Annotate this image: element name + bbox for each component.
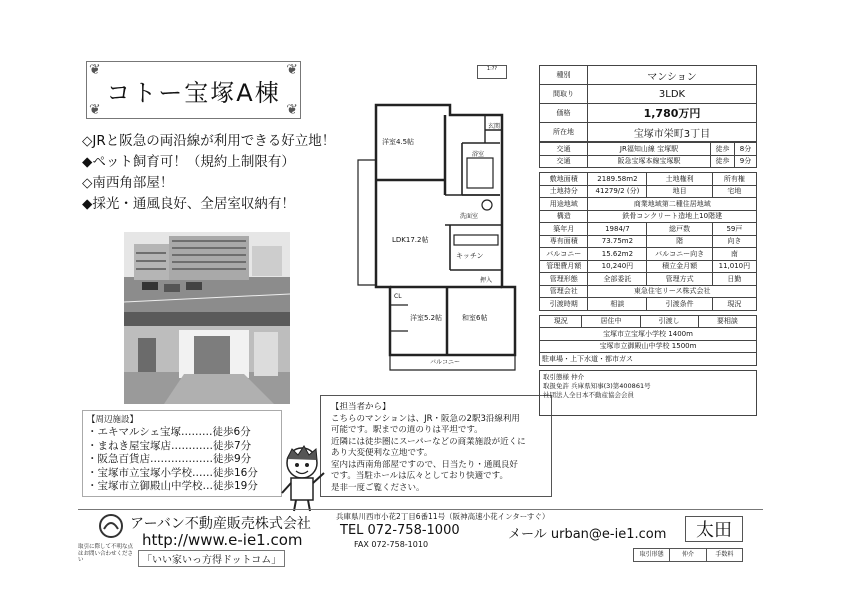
comment-line: 近隣には徒歩圏にスーパーなどの商業施設が近くに (331, 436, 526, 447)
spec-key: バルコニー (540, 248, 588, 261)
comment-line: 是非一度ご覧ください。 (331, 482, 425, 493)
spec-value: 鉄骨コンクリート造地上10階建 (588, 210, 757, 223)
transport-walk: 徒歩 (711, 155, 735, 168)
spec-value: 2189.58m2 (588, 173, 647, 186)
company-name: アーバン不動産販売株式会社 (130, 516, 311, 532)
spec-value: マンション (588, 66, 757, 85)
transport-line: 阪急宝塚本線宝塚駅 (588, 155, 711, 168)
room-label-ldk: LDK17.2帖 (392, 236, 429, 244)
spec-key: 土地権利 (647, 173, 712, 186)
table-row (540, 173, 757, 186)
table-row (540, 260, 757, 273)
table-row (540, 198, 757, 211)
company-fax: FAX 072-758-1010 (354, 540, 429, 549)
floor-plan (350, 55, 522, 385)
room-label-storage: 押入 (480, 277, 493, 284)
spec-value: 東急住宅リース株式会社 (588, 285, 757, 298)
ornament-icon: ❦ (286, 62, 298, 78)
mascot-icon (276, 443, 328, 513)
transport-walk: 徒歩 (711, 143, 735, 156)
table-row (540, 235, 757, 248)
footer (78, 509, 763, 566)
spec-panel (539, 65, 757, 416)
feature-item: ◆採光・通風良好、全居室収納有！ (82, 196, 295, 212)
remark-line: 取扱免許 兵庫県知事(3)第400861号 (543, 381, 651, 390)
transport-min: 9分 (735, 155, 757, 168)
spec-value: 全部委託 (588, 273, 647, 286)
feature-list (82, 131, 350, 215)
spec-key: 築年月 (540, 223, 588, 236)
table-row (540, 328, 757, 341)
spec-key: 管理方式 (647, 273, 712, 286)
exterior-photo (124, 232, 290, 312)
table-row (540, 104, 757, 123)
status-key: 現況 (540, 315, 582, 328)
ornament-icon: ❦ (286, 102, 298, 118)
spec-value: 商業地域第二種住居地域 (588, 198, 757, 211)
spec-value: 15.62m2 (588, 248, 647, 261)
footer-small-note: 取引に際して不明な点はお問い合わせください (78, 544, 134, 563)
ornament-icon: ❦ (89, 62, 101, 78)
spec-key: 敷地面積 (540, 173, 588, 186)
table-row (540, 285, 757, 298)
spec-key: 管理費月額 (540, 260, 588, 273)
spec-key: 地目 (647, 185, 712, 198)
spec-value: 41279/2 (分) (588, 185, 647, 198)
spec-key: 階 (647, 235, 712, 248)
feature-item: ◇南西角部屋！ (82, 175, 174, 191)
ornament-icon: ❦ (89, 102, 101, 118)
comment-line: です。当駐ホールは広々としており快適です。 (331, 471, 508, 481)
summary-table (539, 65, 757, 142)
tx-cell: 仲介 (670, 549, 706, 561)
nearby-item: ・阪急百貨店………………徒歩9分 (87, 453, 252, 465)
property-flyer (78, 55, 763, 566)
table-row (540, 123, 757, 142)
company-mail[interactable]: メール urban@e-ie1.com (508, 527, 667, 542)
table-row (540, 340, 757, 353)
comment-line: 【担当者から】 (331, 402, 391, 412)
company-logo-icon (98, 513, 124, 539)
company-address: 兵庫県川西市小花2丁目6番11号（阪神高速小花インターすぐ） (336, 512, 550, 521)
nearby-item: ・まねき屋宝塚店…………徒歩7分 (87, 439, 252, 452)
tx-cell: 手数料 (715, 551, 734, 558)
spec-value: 73.75m2 (588, 235, 647, 248)
table-row (540, 155, 757, 168)
spec-key: 間取り (540, 85, 588, 104)
room-label-wash: 洗面室 (460, 213, 479, 220)
facility-note: 駐車場・上下水道・都市ガス (540, 353, 757, 366)
transport-line: JR福知山線 宝塚駅 (588, 143, 711, 156)
spec-value: 11,010円 (712, 260, 756, 273)
comment-line: あり大変便利な立地です。 (331, 448, 433, 458)
spec-value: 現況 (712, 298, 756, 311)
spec-value: 59戸 (712, 223, 756, 236)
spec-key: 交通 (540, 155, 588, 168)
price-value: 1,780万円 (588, 104, 757, 123)
transport-min: 8分 (735, 143, 757, 156)
spec-key: 種別 (540, 66, 588, 85)
spec-value: 向き (712, 235, 756, 248)
spec-key: 土地持分 (540, 185, 588, 198)
status-value: 居住中 (582, 315, 640, 328)
table-row (540, 248, 757, 261)
company-tel[interactable]: TEL 072-758-1000 (340, 523, 460, 538)
school-item: 宝塚市立宝塚小学校 1400m (540, 328, 757, 341)
spec-key: 積立金月額 (647, 260, 712, 273)
spec-key: 引渡時期 (540, 298, 588, 311)
room-label-kitchen: キッチン (456, 252, 484, 260)
spec-key: 管理形態 (540, 273, 588, 286)
spec-key: 引渡条件 (647, 298, 712, 311)
spec-value: 1984/7 (588, 223, 647, 236)
room-label-balcony: バルコニー (430, 359, 461, 366)
agent-comment-box (320, 395, 552, 497)
spec-value: 所有権 (712, 173, 756, 186)
table-row (540, 85, 757, 104)
building-title: コトー宝塚A棟 (106, 78, 281, 107)
nearby-item: ・エキマルシェ宝塚………徒歩6分 (87, 426, 251, 438)
nearby-item: ・宝塚市立宝塚小学校……徒歩16分 (87, 466, 258, 479)
feature-item: ◆ペット飼育可！（規約上制限有） (82, 154, 295, 170)
table-row (540, 273, 757, 286)
room-label-entrance: 玄関 (488, 123, 501, 130)
table-row (540, 185, 757, 198)
location-value: 宝塚市栄町3丁目 (588, 123, 757, 142)
spec-key: バルコニー向き (647, 248, 712, 261)
transport-table (539, 142, 757, 168)
comment-line: 室内は西南角部屋ですので、日当たり・通風良好 (331, 459, 518, 470)
company-url[interactable]: http://www.e-ie1.com (142, 531, 303, 549)
spec-key: 専有面積 (540, 235, 588, 248)
nearby-heading: 【周辺施設】 (87, 415, 139, 425)
scale-label: 1:?? (477, 65, 507, 79)
spec-value: 相談 (588, 298, 647, 311)
transaction-row (633, 548, 743, 562)
handover-key: 引渡し (640, 315, 698, 328)
school-table (539, 315, 757, 366)
room-label-bath: 浴室 (472, 151, 485, 158)
table-row (540, 353, 757, 366)
nearby-item: ・宝塚市立御殿山中学校…徒歩19分 (87, 480, 258, 492)
tx-cell: 取引形態 (634, 549, 670, 561)
staff-name: 太田 (685, 516, 743, 542)
spec-key: 総戸数 (647, 223, 712, 236)
room-label-jp: 和室6帖 (462, 314, 488, 322)
spec-value: 南 (712, 248, 756, 261)
nearby-facilities (82, 410, 282, 497)
spec-value: 宅地 (712, 185, 756, 198)
remark-line: 取引態様 仲介 (543, 372, 585, 381)
spec-key: 用途地域 (540, 198, 588, 211)
room-label-w2: 洋室5.2帖 (410, 314, 443, 322)
table-row (540, 315, 757, 328)
table-row (540, 143, 757, 156)
spec-value: 10,240円 (588, 260, 647, 273)
spec-key: 交通 (540, 143, 588, 156)
company-tagline: 「いい家いっ方得ドットコム」 (138, 550, 285, 567)
remarks-box (539, 370, 757, 416)
table-row (540, 223, 757, 236)
remark-line: 社団法人全日本不動産協会会員 (543, 390, 634, 399)
detail-table (539, 172, 757, 311)
spec-key: 管理会社 (540, 285, 588, 298)
table-row (540, 298, 757, 311)
table-row (540, 210, 757, 223)
floor-plan-drawing (350, 55, 522, 385)
comment-line: 可能です。駅までの道のりは平坦です。 (331, 425, 483, 435)
feature-item: ◇JRと阪急の両沿線が利用できる好立地！ (82, 133, 336, 149)
spec-value: 日勤 (712, 273, 756, 286)
spec-key: 所在地 (540, 123, 588, 142)
room-label-closet: CL (394, 293, 402, 300)
spec-value: 3LDK (588, 85, 757, 104)
table-row (540, 66, 757, 85)
comment-line: こちらのマンションは、JR・阪急の2駅3沿線利用 (331, 413, 520, 424)
spec-key: 価格 (540, 104, 588, 123)
school-item: 宝塚市立御殿山中学校 1500m (540, 340, 757, 353)
room-label-west: 洋室4.5帖 (382, 138, 415, 146)
title-frame (86, 61, 301, 119)
spec-key: 構造 (540, 210, 588, 223)
entrance-photo (124, 312, 290, 404)
handover-value: 要相談 (698, 315, 756, 328)
